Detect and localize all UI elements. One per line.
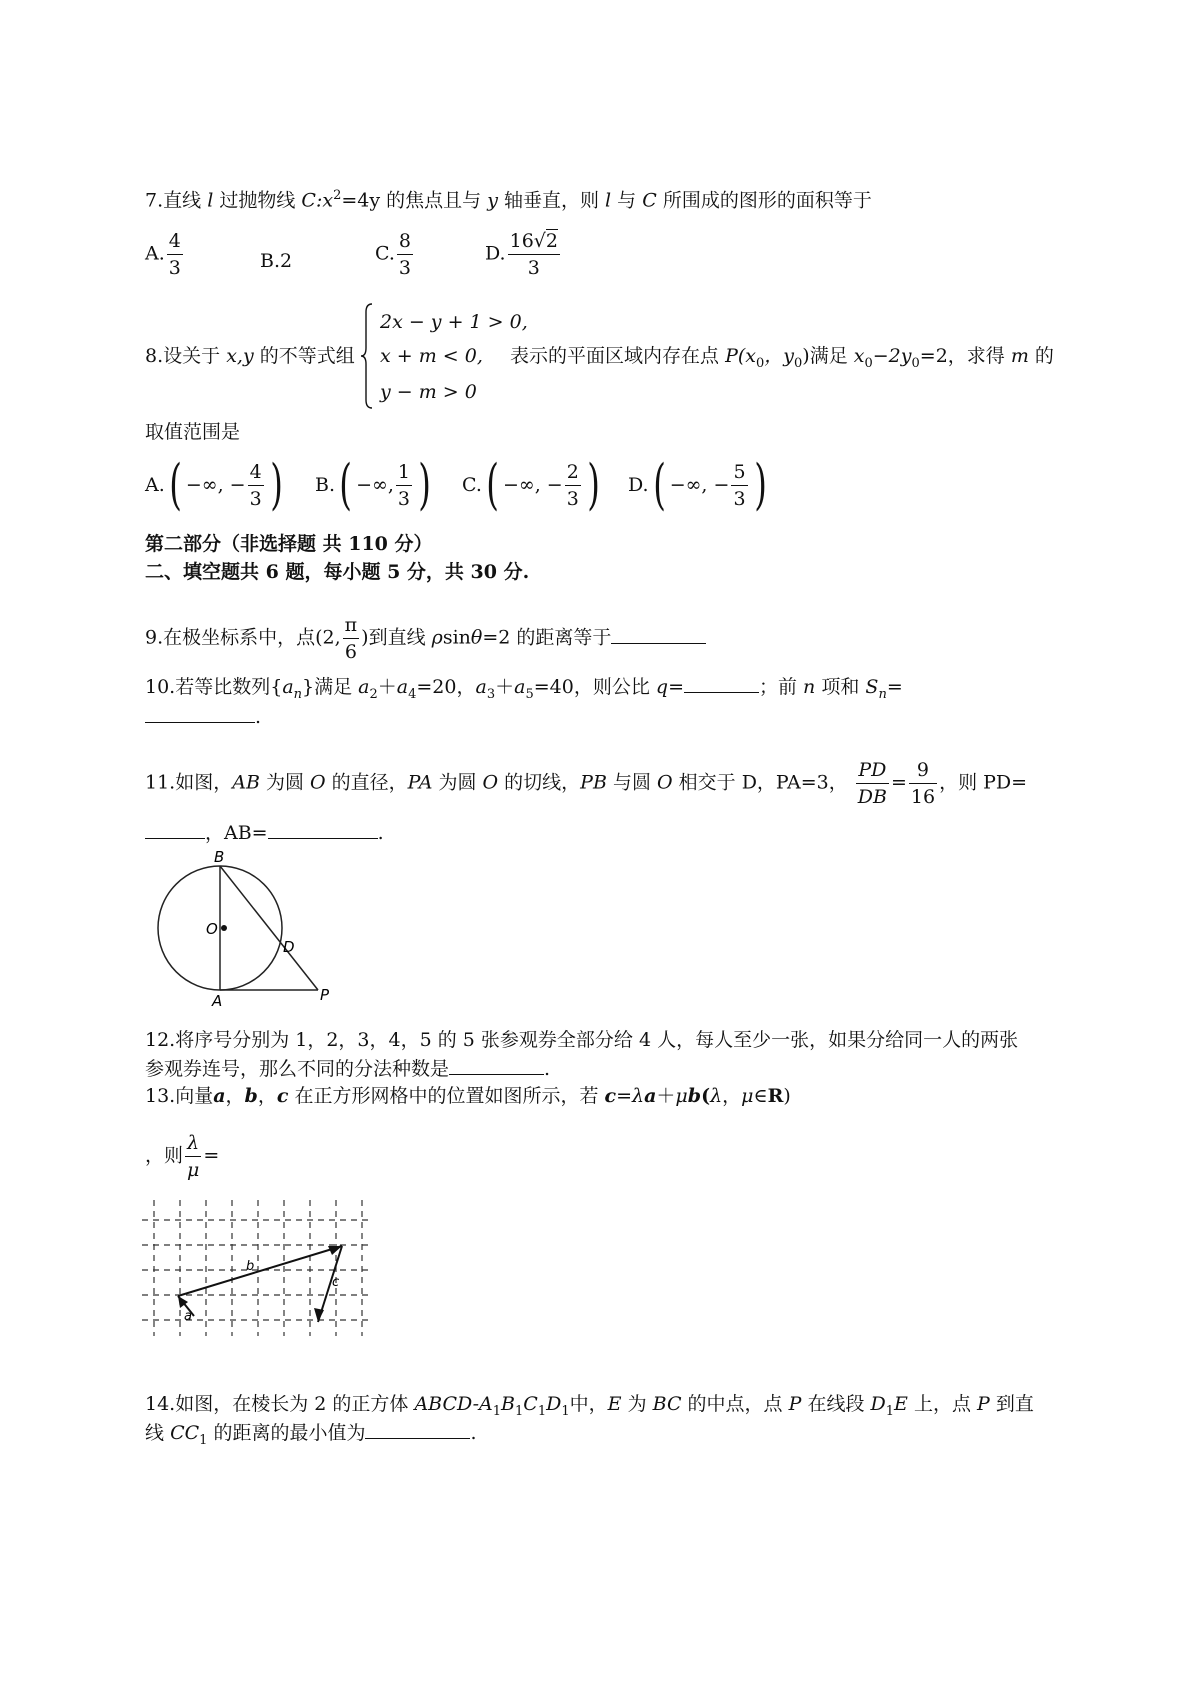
question-8: 8.设关于 x,y 的不等式组: [145, 345, 355, 367]
vector-b: [178, 1246, 342, 1296]
label-a: a: [184, 1309, 192, 1324]
question-12: 12.将序号分别为 1，2，3，4，5 的 5 张参观券全部分给 4 人，每人至少一张，如果分给同一人的两张: [145, 1029, 1019, 1051]
q8-option-d: D.( −∞, − $\frac{5}{3}$ ): [628, 453, 767, 516]
question-14-line2: 线 $CC_1$ 的距离的最小值为 .: [145, 1418, 477, 1455]
label-p: P: [320, 986, 330, 1004]
fraction: $\frac{2}{3}$: [566, 460, 579, 510]
answer-blank-ab[interactable]: [268, 818, 378, 839]
fraction: $\frac{4}{3}$: [168, 230, 181, 279]
fraction: $\frac{PD}{DB}$: [857, 759, 887, 808]
q7-option-a: A. $\frac{4}{3}$: [145, 230, 181, 279]
question-14: 14.如图，在棱长为 2 的正方体 ABCD-$A_1B_1C_1D_1$中，E 为 BC 的中点，点 P 在线段 $D_1E$ 上，点 P 到直: [145, 1393, 1034, 1419]
question-8-line2: 取值范围是: [145, 421, 241, 443]
fraction: $\frac{8}{3}$: [398, 230, 411, 279]
label-c: c: [332, 1275, 340, 1290]
answer-blank-ratio[interactable]: [684, 672, 759, 693]
question-10: 10.若等比数列$\{a_n\}$满足 $a_2+a_4=20$，$a_3+a_5=40$，则公比 q= ；前 n 项和 $S_n=$: [145, 672, 903, 709]
question-10-line2: .: [145, 702, 261, 731]
question-8-cont: 表示的平面区域内存在点 $P(x_0$，$y_0$)满足 $x_0-2y_0=2$，求得 m 的: [510, 345, 1054, 371]
section-part2-heading: 第二部分（非选择题 共 110 分）: [145, 533, 433, 555]
q7-option-b: B.2: [260, 250, 293, 272]
q8-option-c: C.( −∞, − $\frac{2}{3}$ ): [462, 453, 600, 516]
label-d: D: [283, 938, 295, 956]
circle-diagram: [150, 848, 340, 1008]
q7-option-d: D. $\frac{16√2}{3}$: [485, 230, 558, 279]
vector-grid-diagram: [142, 1198, 372, 1338]
label-o: O: [206, 920, 218, 938]
question-13: 13.向量a，b，c 在正方形网格中的位置如图所示，若 c=λa＋μb(λ，μ∈R): [145, 1085, 791, 1107]
answer-blank[interactable]: [449, 1054, 544, 1075]
question-12-line2: 参观券连号，那么不同的分法种数是 .: [145, 1054, 550, 1083]
q7-option-c: C. $\frac{8}{3}$: [375, 230, 411, 279]
question-13-line2: ，则 $\frac{\lambda}{\mu}$ =: [145, 1132, 220, 1181]
question-11: 11.如图，AB 为圆 O 的直径，PA 为圆 O 的切线，PB 与圆 O 相交于 D，PA=3， $\frac{PD}{DB}$ = $\frac{9}{16}$ ，则 PD=: [145, 759, 1028, 808]
fraction: $\frac{\lambda}{\mu}$: [187, 1132, 200, 1181]
fraction: $\frac{\pi}{6}$: [344, 614, 358, 663]
label-b: b: [246, 1259, 255, 1274]
fraction: $\frac{1}{3}$: [397, 460, 410, 510]
answer-blank-pd[interactable]: [145, 818, 205, 839]
question-9: 9.在极坐标系中，点(2, $\frac{\pi}{6}$ )到直线 ρsinθ=2 的距离等于: [145, 612, 706, 665]
answer-blank[interactable]: [611, 623, 706, 644]
fraction: $\frac{4}{3}$: [249, 460, 262, 510]
q8-option-a: A.( −∞, − $\frac{4}{3}$ ): [145, 453, 283, 516]
question-7: 7.直线 l 过抛物线 $C:x^2=4y$ 的焦点且与 y 轴垂直，则 l 与 C 所围成的图形的面积等于: [145, 188, 872, 212]
secant-bp: [220, 866, 318, 990]
section-fill-heading: 二、填空题共 6 题，每小题 5 分，共 30 分.: [145, 561, 530, 583]
sqrt-symbol: √: [533, 230, 546, 252]
fraction: $\frac{9}{16}$: [910, 759, 936, 808]
inequality-system: 2x − y + 1 > 0, x + m < 0, y − m > 0: [360, 300, 520, 410]
answer-blank-sum[interactable]: [145, 702, 255, 723]
label-b: B: [214, 848, 225, 866]
fraction: $\frac{5}{3}$: [733, 460, 746, 510]
brace-icon: [360, 302, 374, 410]
answer-blank[interactable]: [365, 1418, 470, 1439]
question-11-line2: ，AB= .: [145, 818, 384, 847]
label-a: A: [212, 992, 223, 1008]
fraction: $\frac{16√2}{3}$: [509, 230, 558, 279]
center-dot: [221, 925, 227, 931]
q8-option-b: B.( −∞, $\frac{1}{3}$ ): [315, 453, 431, 516]
